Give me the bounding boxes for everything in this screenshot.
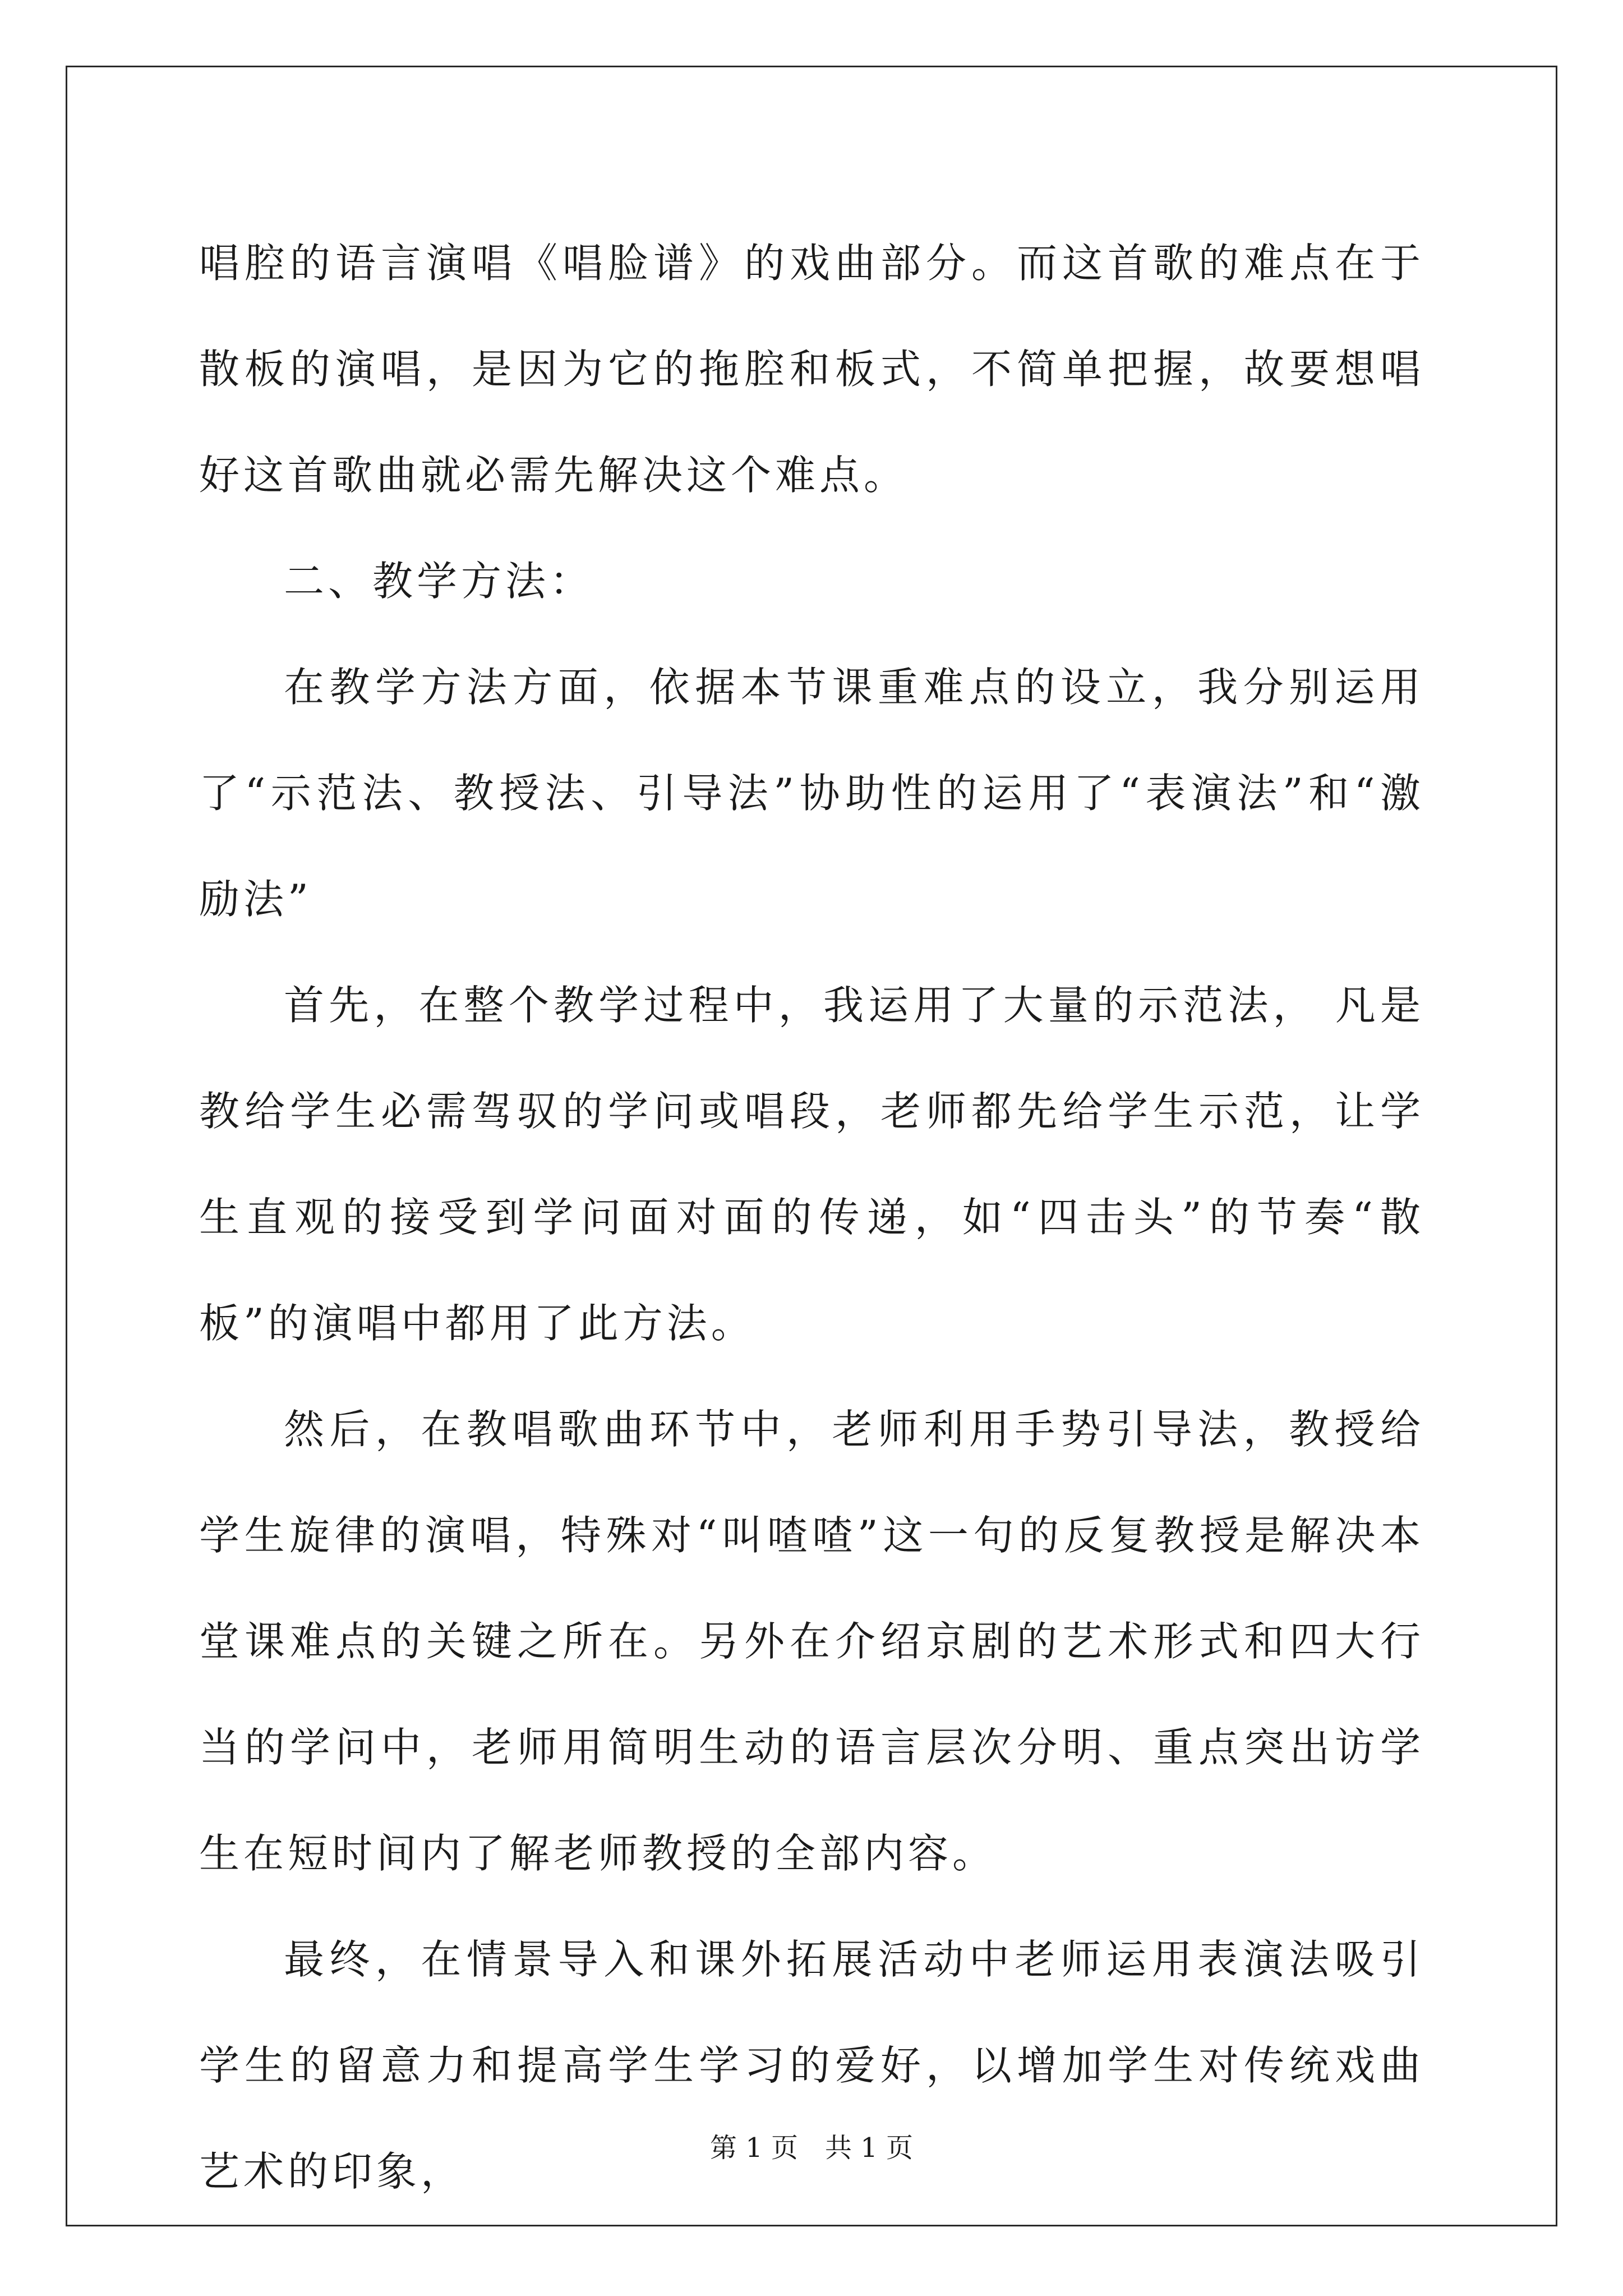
document-body [199, 210, 1424, 2225]
paragraph-2: 在教学方法方面，依据本节课重难点的设立，我分别运用了“示范法、教授法、引导法”协助性的运用了“表演法”和“激励法” [199, 664, 1424, 923]
paragraph-1: 唱腔的语言演唱《唱脸谱》的戏曲部分。而这首歌的难点在于散板的演唱，是因为它的拖腔和板式，不简单把握，故要想唱好这首歌曲就必需先解决这个难点。 [199, 240, 1424, 499]
section-heading-teaching-methods: 二、教学方法： [284, 558, 594, 605]
paragraph-4: 然后，在教唱歌曲环节中，老师利用手势引导法，教授给学生旋律的演唱，特殊对“叫喳喳”这一句的反复教授是解决本堂课难点的关键之所在。另外在介绍京剧的艺术形式和四大行当的学问中，老师用简明生动的语言层次分明、重点突出访学生在短时间内了解老师教授的全部内容。 [199, 1406, 1424, 1877]
paragraph-3: 首先，在整个教学过程中，我运用了大量的示范法， 凡是教给学生必需驾驭的学问或唱段，老师都先给学生示范，让学生直观的接受到学问面对面的传递，如“四击头”的节奏“散板”的演唱中都用了此方法。 [199, 982, 1424, 1347]
paragraph-5: 最终，在情景导入和课外拓展活动中老师运用表演法吸引学生的留意力和提高学生学习的爱好，以增加学生对传统戏曲艺术的印象， [199, 1936, 1424, 2195]
page-footer: 第 1 页 共 1 页 [709, 2132, 914, 2164]
